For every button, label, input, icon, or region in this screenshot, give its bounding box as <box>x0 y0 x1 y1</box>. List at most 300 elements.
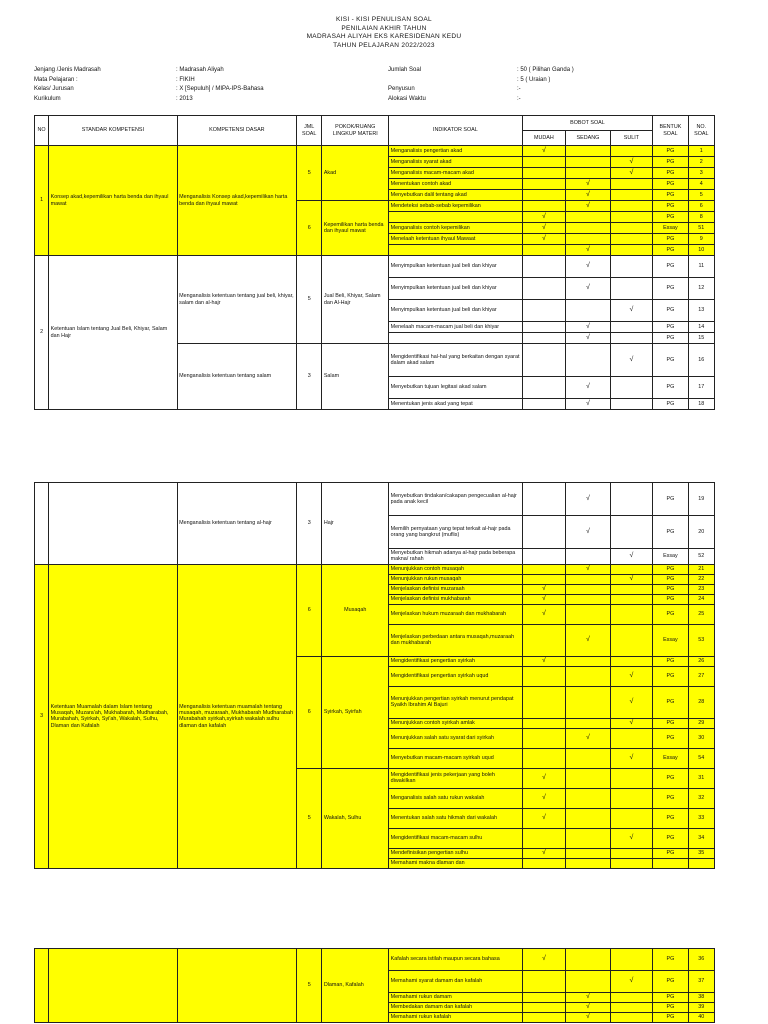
bobot-sedang-cell: √ <box>566 256 611 278</box>
bentuk-soal-cell: Essay <box>653 748 688 768</box>
bobot-sulit-cell <box>610 322 653 333</box>
no-soal-cell: 2 <box>688 157 714 168</box>
bobot-sulit-cell <box>610 848 653 858</box>
bentuk-soal-cell: PG <box>653 993 688 1003</box>
bentuk-soal-cell: PG <box>653 168 688 179</box>
bentuk-soal-cell: PG <box>653 146 688 157</box>
standar-kompetensi-cell: Ketentuan Islam tentang Jual Beli, Khiyar, Salam dan Hajr <box>49 256 178 410</box>
bobot-mudah-cell <box>522 168 566 179</box>
bentuk-soal-cell: Essay <box>653 624 688 656</box>
bobot-sulit-cell <box>610 234 653 245</box>
indikator-cell <box>389 245 523 256</box>
meta-label: Jumlah Soal <box>388 67 422 73</box>
bentuk-soal-cell: PG <box>653 245 688 256</box>
bobot-sulit-cell <box>610 564 653 574</box>
bentuk-soal-cell: PG <box>653 516 688 549</box>
bobot-sedang-cell: √ <box>566 1003 611 1013</box>
indikator-cell: Memahami syarat damam dan kafalah <box>389 971 523 993</box>
indikator-cell: Mengidentifikasi pengertian syirkah <box>389 656 523 666</box>
bobot-sulit-cell <box>610 788 653 808</box>
bobot-sedang-cell: √ <box>566 1013 611 1023</box>
bobot-sulit-cell <box>610 256 653 278</box>
no-soal-cell: 17 <box>688 377 714 399</box>
title-line: KISI - KISI PENULISAN SOAL <box>336 16 432 23</box>
no-cell <box>35 483 49 565</box>
bobot-sedang-cell: √ <box>566 201 611 212</box>
bobot-mudah-cell <box>522 201 566 212</box>
no-soal-cell: 15 <box>688 333 714 344</box>
bentuk-soal-cell: PG <box>653 190 688 201</box>
indikator-cell: Menunjukkan contoh syirkah amlak <box>389 718 523 728</box>
no-soal-cell: 21 <box>688 564 714 574</box>
indikator-cell: Memilih pernyataan yang tepat terkait al-hajr pada orang yang bangkrut (muflis) <box>389 516 523 549</box>
indikator-cell: Menyebutkan hikmah adanya al-hajr pada beberapa makna/ rahah <box>389 549 523 565</box>
bobot-sulit-cell <box>610 245 653 256</box>
bobot-mudah-cell: √ <box>522 808 566 828</box>
bobot-mudah-cell: √ <box>522 848 566 858</box>
meta-value: : FIKIH <box>176 76 195 83</box>
bobot-mudah-cell <box>522 245 566 256</box>
bobot-sulit-cell <box>610 278 653 300</box>
no-soal-cell: 31 <box>688 768 714 788</box>
no-soal-cell: 4 <box>688 179 714 190</box>
bentuk-soal-cell: Essay <box>653 223 688 234</box>
bobot-mudah-cell <box>522 190 566 201</box>
bobot-sulit-cell <box>610 201 653 212</box>
no-soal-cell: 39 <box>688 1003 714 1013</box>
bentuk-soal-cell: PG <box>653 604 688 624</box>
indikator-cell: Menelaah macam-macam jual beli dan khiyar <box>389 322 523 333</box>
no-soal-cell: 38 <box>688 993 714 1003</box>
no-soal-cell: 34 <box>688 828 714 848</box>
bobot-sedang-cell <box>566 858 611 868</box>
bobot-mudah-cell <box>522 828 566 848</box>
col-sulit: SULIT <box>610 131 653 146</box>
bobot-sedang-cell <box>566 828 611 848</box>
table-row <box>35 483 715 516</box>
no-soal-cell: 35 <box>688 848 714 858</box>
bobot-sulit-cell <box>610 768 653 788</box>
meta-label: Kurikulum <box>34 95 61 102</box>
bobot-sedang-cell: √ <box>566 483 611 516</box>
bentuk-soal-cell: PG <box>653 234 688 245</box>
bentuk-soal-cell: PG <box>653 686 688 718</box>
bobot-sulit-cell <box>610 223 653 234</box>
no-soal-cell: 18 <box>688 399 714 410</box>
standar-kompetensi-cell: Ketentuan Muamalah dalam Islam tentang Musaqah, Muzara'ah, Mukhabarah, Mudharabah, Murabahah, Syirkah, Syi'ah, Wakalah, Sulhu, Dlaman dan Kafalah <box>49 564 178 868</box>
indikator-cell: Mendeteksi sebab-sebab kepemilikan <box>389 201 523 212</box>
kisi-table-page2 <box>34 482 715 869</box>
bentuk-soal-cell: PG <box>653 788 688 808</box>
meta-right-values <box>517 66 574 104</box>
bobot-mudah-cell <box>522 549 566 565</box>
indikator-cell: Memahami rukun kafalah <box>389 1013 523 1023</box>
bentuk-soal-cell: PG <box>653 574 688 584</box>
bobot-mudah-cell <box>522 1003 566 1013</box>
indikator-cell: Mengidentifikasi jenis pekerjaan yang boleh diwakilkan <box>389 768 523 788</box>
bobot-sulit-cell <box>610 516 653 549</box>
bobot-mudah-cell <box>522 993 566 1003</box>
meta-label: Alokasi Waktu <box>388 95 426 102</box>
bobot-sedang-cell: √ <box>566 190 611 201</box>
bobot-mudah-cell <box>522 728 566 748</box>
no-soal-cell: 26 <box>688 656 714 666</box>
no-soal-cell: 25 <box>688 604 714 624</box>
bobot-sedang-cell <box>566 848 611 858</box>
no-soal-cell: 8 <box>688 212 714 223</box>
indikator-cell: Menentukan jenis akad yang tepat <box>389 399 523 410</box>
indikator-cell <box>389 333 523 344</box>
meta-left-values <box>176 66 264 104</box>
bobot-sulit-cell <box>610 656 653 666</box>
indikator-cell: Menganalisis macam-macam akad <box>389 168 523 179</box>
bobot-sulit-cell: √ <box>610 574 653 584</box>
bentuk-soal-cell: PG <box>653 1013 688 1023</box>
indikator-cell: Menganalisis contoh kepemilikan <box>389 223 523 234</box>
bobot-sulit-cell <box>610 1013 653 1023</box>
col-bentuk-soal: BENTUK SOAL <box>653 116 688 146</box>
bentuk-soal-cell: PG <box>653 949 688 971</box>
bobot-sulit-cell: √ <box>610 666 653 686</box>
bobot-mudah-cell <box>522 971 566 993</box>
bentuk-soal-cell: PG <box>653 666 688 686</box>
standar-kompetensi-cell <box>49 949 178 1023</box>
indikator-cell: Menyimpulkan ketentuan jual beli dan khiyar <box>389 278 523 300</box>
bobot-mudah-cell: √ <box>522 234 566 245</box>
bobot-mudah-cell: √ <box>522 656 566 666</box>
bobot-sulit-cell: √ <box>610 344 653 377</box>
table-row <box>35 949 715 971</box>
bentuk-soal-cell: PG <box>653 399 688 410</box>
no-soal-cell: 40 <box>688 1013 714 1023</box>
bobot-sulit-cell <box>610 993 653 1003</box>
bobot-sedang-cell <box>566 223 611 234</box>
section-2-body <box>35 256 715 410</box>
table-row <box>35 146 715 157</box>
page-3 <box>0 940 768 1024</box>
kompetensi-dasar-cell: Menganalisis ketentuan tentang salam <box>177 344 296 410</box>
bobot-mudah-cell: √ <box>522 212 566 223</box>
meta-right-labels <box>388 66 426 104</box>
meta-label: Penyusun <box>388 86 415 92</box>
no-soal-cell: 9 <box>688 234 714 245</box>
bentuk-soal-cell: PG <box>653 728 688 748</box>
bentuk-soal-cell: PG <box>653 971 688 993</box>
no-soal-cell: 53 <box>688 624 714 656</box>
bobot-mudah-cell <box>522 1013 566 1023</box>
indikator-cell: Membedakan damam dan kafalah <box>389 1003 523 1013</box>
document-title <box>0 16 768 50</box>
table-row <box>35 256 715 278</box>
bobot-sulit-cell <box>610 1003 653 1013</box>
bobot-sedang-cell <box>566 146 611 157</box>
standar-kompetensi-cell <box>49 483 178 565</box>
no-soal-cell: 14 <box>688 322 714 333</box>
materi-cell: Salam <box>322 344 389 410</box>
bentuk-soal-cell: PG <box>653 212 688 223</box>
bobot-sulit-cell <box>610 728 653 748</box>
indikator-cell: Mendefinisikan pengertian sulhu <box>389 848 523 858</box>
bentuk-soal-cell: PG <box>653 179 688 190</box>
bobot-mudah-cell <box>522 624 566 656</box>
bobot-sulit-cell <box>610 584 653 594</box>
bentuk-soal-cell: PG <box>653 256 688 278</box>
page-2 <box>0 470 768 910</box>
title-line: MADRASAH ALIYAH EKS KARESIDENAN KEDU <box>306 33 462 41</box>
bobot-sedang-cell <box>566 574 611 584</box>
indikator-cell: Menentukan contoh akad <box>389 179 523 190</box>
indikator-cell: Menunjukkan contoh musaqah <box>389 564 523 574</box>
bentuk-soal-cell: PG <box>653 848 688 858</box>
bobot-mudah-cell <box>522 686 566 718</box>
jml-soal-cell: 6 <box>297 656 322 768</box>
bobot-sulit-cell: √ <box>610 300 653 322</box>
no-soal-cell: 29 <box>688 718 714 728</box>
bobot-sedang-cell <box>566 168 611 179</box>
meta-value: : X [Sepuluh] / MIPA-IPS-Bahasa <box>176 86 264 92</box>
jml-soal-cell: 3 <box>297 483 322 565</box>
indikator-cell: Menyimpulkan ketentuan jual beli dan khiyar <box>389 256 523 278</box>
bobot-sulit-cell: √ <box>610 748 653 768</box>
indikator-cell: Menganalisis pengertian akad <box>389 146 523 157</box>
bentuk-soal-cell: PG <box>653 594 688 604</box>
bentuk-soal-cell: PG <box>653 768 688 788</box>
indikator-cell: Menjelaskan hukum muzaraah dan mukhabarah <box>389 604 523 624</box>
bobot-sulit-cell: √ <box>610 168 653 179</box>
meta-value: : 5 ( Uraian ) <box>517 76 551 83</box>
bobot-sedang-cell: √ <box>566 399 611 410</box>
bobot-sedang-cell: √ <box>566 728 611 748</box>
bobot-sulit-cell <box>610 594 653 604</box>
bentuk-soal-cell: Essay <box>653 549 688 565</box>
title-line: PENILAIAN AKHIR TAHUN <box>341 24 427 32</box>
col-sedang: SEDANG <box>566 131 611 146</box>
bobot-mudah-cell <box>522 858 566 868</box>
jml-soal-cell: 6 <box>297 201 322 256</box>
bobot-mudah-cell: √ <box>522 594 566 604</box>
no-soal-cell: 1 <box>688 146 714 157</box>
bobot-mudah-cell <box>522 322 566 333</box>
indikator-cell: Menyimpulkan ketentuan jual beli dan khiyar <box>389 300 523 322</box>
no-soal-cell: 24 <box>688 594 714 604</box>
no-cell: 1 <box>35 146 49 256</box>
bobot-sulit-cell: √ <box>610 549 653 565</box>
no-cell: 2 <box>35 256 49 410</box>
bobot-sedang-cell <box>566 300 611 322</box>
indikator-cell: Menganalisis salah satu rukun wakalah <box>389 788 523 808</box>
bobot-mudah-cell <box>522 718 566 728</box>
bobot-sulit-cell: √ <box>610 971 653 993</box>
meta-value: :- <box>517 95 521 102</box>
no-soal-cell: 27 <box>688 666 714 686</box>
bobot-sedang-cell <box>566 584 611 594</box>
jml-soal-cell: 5 <box>297 146 322 201</box>
materi-cell: Wakalah, Sulhu <box>322 768 389 868</box>
page-1 <box>0 0 768 440</box>
jml-soal-cell: 6 <box>297 564 322 656</box>
bentuk-soal-cell: PG <box>653 1003 688 1013</box>
bobot-sedang-cell <box>566 234 611 245</box>
indikator-cell: Memahami makna dlaman dan <box>389 858 523 868</box>
no-cell <box>35 949 49 1023</box>
bobot-mudah-cell: √ <box>522 146 566 157</box>
no-soal-cell: 11 <box>688 256 714 278</box>
bobot-sedang-cell <box>566 604 611 624</box>
bobot-sedang-cell <box>566 949 611 971</box>
jml-soal-cell: 5 <box>297 256 322 344</box>
meta-left-labels <box>34 66 101 104</box>
bobot-sulit-cell <box>610 808 653 828</box>
materi-cell: Akad <box>322 146 389 201</box>
no-soal-cell: 23 <box>688 584 714 594</box>
bobot-mudah-cell <box>522 748 566 768</box>
kompetensi-dasar-cell: Menganalisis ketentuan tentang al-hajr <box>177 483 296 565</box>
bobot-sulit-cell: √ <box>610 157 653 168</box>
col-standar-kompetensi: STANDAR KOMPETENSI <box>49 116 178 146</box>
bobot-sedang-cell <box>566 157 611 168</box>
bobot-mudah-cell: √ <box>522 768 566 788</box>
indikator-cell: Memahami rukun damam <box>389 993 523 1003</box>
bobot-sulit-cell <box>610 146 653 157</box>
indikator-cell: Menyebutkan dalil tentang akad <box>389 190 523 201</box>
bobot-mudah-cell <box>522 179 566 190</box>
section-3-body <box>35 564 715 868</box>
bobot-sedang-cell <box>566 768 611 788</box>
kompetensi-dasar-cell: Menganalisis ketentuan muamalah tentang musaqah, muzaraah, Mukhabarah Mudharabah Murabahah syirkah,syirkah wakalah sulhu dlaman dan kafalah <box>177 564 296 868</box>
indikator-cell: Menjelaskan definisi mukhabarah <box>389 594 523 604</box>
bentuk-soal-cell: PG <box>653 584 688 594</box>
bobot-sedang-cell <box>566 666 611 686</box>
bobot-sulit-cell <box>610 483 653 516</box>
section-2b-body <box>35 483 715 565</box>
bentuk-soal-cell: PG <box>653 718 688 728</box>
col-no: NO <box>35 116 49 146</box>
no-soal-cell: 10 <box>688 245 714 256</box>
no-soal-cell: 19 <box>688 483 714 516</box>
kompetensi-dasar-cell: Menganalisis ketentuan tentang jual beli, khiyar, salam dan al-hajr <box>177 256 296 344</box>
no-soal-cell: 3 <box>688 168 714 179</box>
standar-kompetensi-cell: Konsep akad,kepemilikan harta benda dan ihyaul mawat <box>49 146 178 256</box>
bobot-mudah-cell <box>522 333 566 344</box>
col-kompetensi-dasar: KOMPETENSI DASAR <box>177 116 296 146</box>
bobot-sedang-cell <box>566 656 611 666</box>
materi-cell: Kepemilikan harta benda dan ihyaul mawat <box>322 201 389 256</box>
bentuk-soal-cell: PG <box>653 201 688 212</box>
indikator-cell: Menyebutkan macam-macam syirkah uqud <box>389 748 523 768</box>
col-no-soal: NO. SOAL <box>688 116 714 146</box>
no-soal-cell: 13 <box>688 300 714 322</box>
col-jml-soal: JML SOAL <box>297 116 322 146</box>
meta-label: Mata Pelajaran : <box>34 76 78 83</box>
no-soal-cell: 33 <box>688 808 714 828</box>
bobot-sedang-cell <box>566 788 611 808</box>
bobot-sulit-cell <box>610 333 653 344</box>
col-pokok-materi: POKOK/RUANG LINGKUP MATERI <box>322 116 389 146</box>
bobot-sedang-cell: √ <box>566 245 611 256</box>
bobot-mudah-cell <box>522 516 566 549</box>
bentuk-soal-cell: PG <box>653 656 688 666</box>
jml-soal-cell: 5 <box>297 949 322 1023</box>
indikator-cell: Menunjukkan salah satu syarat dari syirkah <box>389 728 523 748</box>
bobot-sedang-cell: √ <box>566 624 611 656</box>
indikator-cell: Kafalah secara istilah maupun secara bahasa <box>389 949 523 971</box>
bentuk-soal-cell: PG <box>653 344 688 377</box>
bobot-mudah-cell <box>522 483 566 516</box>
bobot-sedang-cell <box>566 344 611 377</box>
bobot-mudah-cell <box>522 666 566 686</box>
bentuk-soal-cell: PG <box>653 828 688 848</box>
no-soal-cell <box>688 858 714 868</box>
indikator-cell: Menyebutkan tindakan/cakapan pengecualian al-hajr pada anak kecil <box>389 483 523 516</box>
meta-label: Kelas/ Jurusan <box>34 86 74 92</box>
no-soal-cell: 54 <box>688 748 714 768</box>
kisi-table-page1 <box>34 115 715 410</box>
bobot-sedang-cell <box>566 212 611 223</box>
indikator-cell: Menelaah ketentuan ihyaul Mawaat <box>389 234 523 245</box>
no-soal-cell: 12 <box>688 278 714 300</box>
section-1-body <box>35 146 715 256</box>
col-mudah: MUDAH <box>522 131 566 146</box>
bobot-mudah-cell: √ <box>522 949 566 971</box>
table-head <box>35 116 715 146</box>
bobot-sulit-cell <box>610 212 653 223</box>
table-row <box>35 564 715 574</box>
bobot-sedang-cell: √ <box>566 322 611 333</box>
bobot-sulit-cell: √ <box>610 828 653 848</box>
materi-cell: Musaqah <box>322 564 389 656</box>
bobot-sedang-cell: √ <box>566 516 611 549</box>
jml-soal-cell: 5 <box>297 768 322 868</box>
bobot-mudah-cell <box>522 377 566 399</box>
bobot-sulit-cell <box>610 949 653 971</box>
kompetensi-dasar-cell: Menganalisis Konsep akad,kepemilikan harta benda dan ihyaul mawat <box>177 146 296 256</box>
bobot-sulit-cell <box>610 858 653 868</box>
bobot-sulit-cell <box>610 179 653 190</box>
bobot-mudah-cell: √ <box>522 223 566 234</box>
col-indikator: INDIKATOR SOAL <box>389 116 523 146</box>
materi-cell: Hajr <box>322 483 389 565</box>
bobot-sedang-cell <box>566 808 611 828</box>
meta-label: Jenjang /Jenis Madrasah <box>34 67 101 73</box>
indikator-cell: Menunjukkan pengertian syirkah menurut pendapat Syaikh Ibrahim Al Bajuri <box>389 686 523 718</box>
bobot-mudah-cell <box>522 399 566 410</box>
meta-value: : 50 ( Pilihan Ganda ) <box>517 67 574 73</box>
bobot-sedang-cell <box>566 971 611 993</box>
bentuk-soal-cell: PG <box>653 300 688 322</box>
indikator-cell: Menjelaskan definisi muzaraah <box>389 584 523 594</box>
bobot-sedang-cell <box>566 718 611 728</box>
bobot-sulit-cell: √ <box>610 718 653 728</box>
indikator-cell: Mengidentifikasi pengertian syirkah uqud <box>389 666 523 686</box>
kisi-table-page3 <box>34 948 715 1023</box>
bobot-sulit-cell <box>610 190 653 201</box>
bobot-sulit-cell <box>610 399 653 410</box>
title-line: TAHUN PELAJARAN 2022/2023 <box>333 41 435 49</box>
no-soal-cell: 30 <box>688 728 714 748</box>
no-soal-cell: 32 <box>688 788 714 808</box>
indikator-cell: Menentukan salah satu hikmah dari wakalah <box>389 808 523 828</box>
bentuk-soal-cell: PG <box>653 808 688 828</box>
indikator-cell: Menunjukkan rukun musaqah <box>389 574 523 584</box>
bobot-sedang-cell <box>566 594 611 604</box>
bobot-mudah-cell: √ <box>522 604 566 624</box>
section-3b-body <box>35 949 715 1023</box>
bobot-mudah-cell <box>522 278 566 300</box>
bobot-mudah-cell <box>522 344 566 377</box>
no-soal-cell: 52 <box>688 549 714 565</box>
indikator-cell: Menganalisis syarat akad <box>389 157 523 168</box>
bobot-mudah-cell <box>522 256 566 278</box>
